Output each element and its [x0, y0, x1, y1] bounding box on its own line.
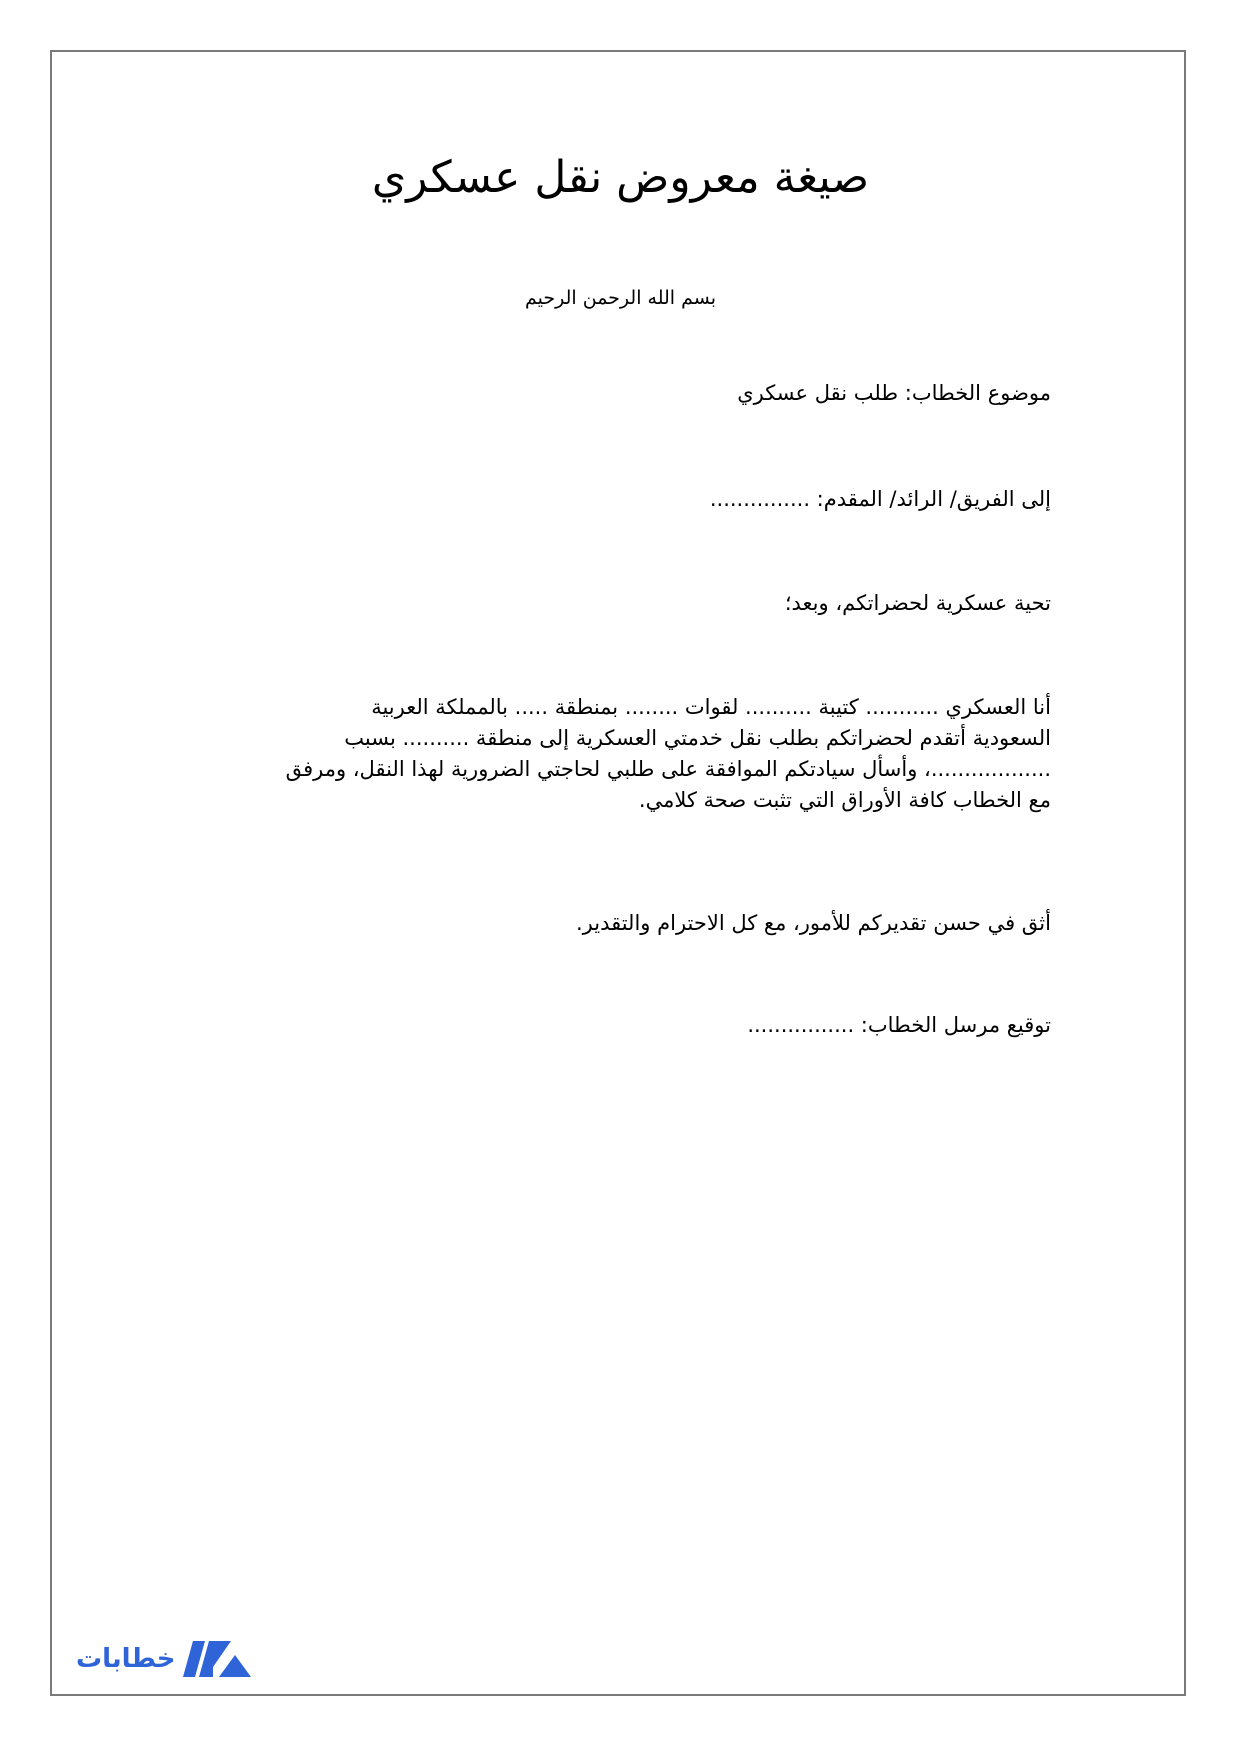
site-logo — [76, 1639, 251, 1679]
signature-line: توقيع مرسل الخطاب: ................ — [747, 1013, 1051, 1037]
recipient-line: إلى الفريق/ الرائد/ المقدم: ............... — [709, 487, 1051, 511]
body-line: السعودية أتقدم لحضراتكم بطلب نقل خدمتي العسكرية إلى منطقة .......... بسبب — [344, 726, 1051, 750]
logo-text: خطابات — [76, 1644, 176, 1674]
closing-line: أثق في حسن تقديركم للأمور، مع كل الاحترام والتقدير. — [575, 911, 1051, 935]
logo-mark-icon — [183, 1641, 251, 1677]
body-line: ..................، وأسأل سيادتكم الموافقة على طلبي لحاجتي الضرورية لهذا النقل، ومرفق — [285, 757, 1051, 781]
subject-line: موضوع الخطاب: طلب نقل عسكري — [737, 381, 1051, 405]
greeting-line: تحية عسكرية لحضراتكم، وبعد؛ — [784, 591, 1051, 615]
document-title: صيغة معروض نقل عسكري — [371, 152, 870, 203]
body-line: أنا العسكري ........... كتيبة .......... لقوات ........ بمنطقة ..... بالمملكة العربية — [371, 695, 1051, 719]
body-paragraph — [171, 692, 1051, 816]
body-line: مع الخطاب كافة الأوراق التي تثبت صحة كلامي. — [638, 788, 1051, 812]
basmala: بسم الله الرحمن الرحيم — [525, 287, 716, 309]
